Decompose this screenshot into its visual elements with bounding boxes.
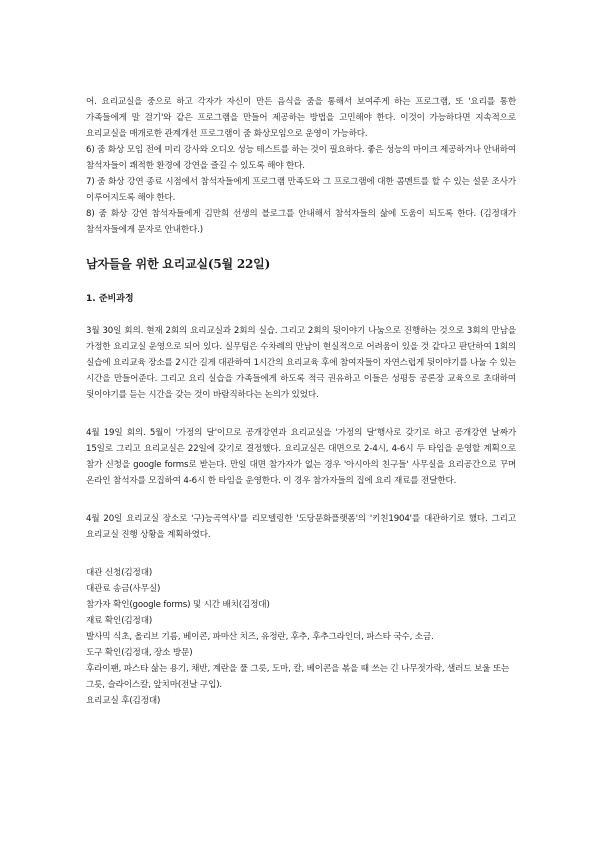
list-item: 대관 신청(김정대) — [86, 568, 153, 578]
section-title: 남자들을 위한 요리교실(5월 22일) — [86, 257, 271, 271]
intro-item-6: 6) 줌 화상 모임 전에 미리 강사와 오디오 성능 테스트를 하는 것이 필요하다. 좋은 성능의 마이크 제공하거나 안내하여 참석자들이 쾌적한 환경에 강연을 즐길 수 있도록 해야 한다. — [86, 145, 516, 171]
meeting-paragraph-0330: 3월 30일 회의. 현재 2회의 요리교실과 2회의 실습. 그리고 2회의 뒷이야기 나눔으로 진행하는 것으로 3회의 만남을 가정한 요리교실 운영으로 되어 있다. 실무팀은 수차례의 만남이 현실적으로 어려움이 있을 것 같다고 판단하여 1회의 실습에 요리교육 장소를 2시간 길게 대관하여 1시간의 요리교육 후에 참여자들이 자연스럽게 뒷이야기를 나눌 수 있는 시간을 만들어준다. 그리고 요리 실습을 가족들에게 하도록 적극 권유하고 이들은 성평등 공론장 교육으로 초대하여 뒷이야기를 듣는 시간을 갖는 것이 바람직하다는 논의가 있었다. — [86, 326, 516, 400]
list-item: 도구 확인(김정대, 장소 방문) — [86, 648, 193, 658]
spacer — [86, 273, 516, 291]
spacer — [86, 543, 516, 565]
section-subtitle: 1. 준비과정 — [86, 294, 134, 304]
list-item: 대관료 송금(사무실) — [86, 584, 161, 594]
preparation-list — [86, 565, 516, 709]
list-item: 요리교실 후(김정대) — [86, 696, 161, 706]
spacer — [86, 238, 516, 255]
spacer — [86, 403, 516, 425]
meeting-paragraph-0419: 4월 19일 회의. 5월이 '가정의 달'이므로 공개강연과 요리교실을 '가정의 달'행사로 갖기로 하고 공개강연 날짜가 15일로 그리고 요리교실은 22일에 갖기로 결정했다. 요리교실은 대면으로 2-4시, 4-6시 두 타임을 운영할 계획으로 참가 신청을 google forms로 받는다. 만일 대면 참가자가 없는 경우 '아시아의 친구들' 사무실을 요리공간으로 꾸며 온라인 참석자를 모집하여 4-6시 한 타임을 운영한다. 이 경우 참가자들의 집에 요리 재료를 전달한다. — [86, 428, 516, 486]
meeting-paragraph-0420: 4월 20일 요리교실 장소로 '구)능곡역사'를 리모델링한 '도당문화플랫폼'의 '키친1904'를 대관하기로 했다. 그리고 요리교실 진행 상황을 계획하였다. — [86, 514, 516, 540]
spacer — [86, 489, 516, 511]
list-item: 재료 확인(김정대) — [86, 616, 153, 626]
intro-item-8: 8) 줌 화상 강연 참석자들에게 김만희 선생의 블로그를 안내해서 참석자들의 삶에 도움이 되도록 한다. (김정대가 참석자들에게 문자로 안내한다.) — [86, 209, 516, 235]
document-body — [86, 94, 516, 709]
list-item: 후라이팬, 파스타 삶는 용기, 채반, 계란을 풀 그릇, 도마, 칼, 베이콘을 볶을 때 쓰는 긴 나무젓가락, 샐러드 보울 또는 그릇, 슬라이스칼, 앞치마(전날 구입). — [86, 664, 510, 690]
spacer — [86, 307, 516, 323]
intro-paragraph-1: 어. 요리교실을 중으로 하고 각자가 자신이 만든 음식을 줌을 통해서 보여주게 하는 프로그램, 또 '요리를 통한 가족들에게 말 걸기'와 같은 프로그램을 만들어 제공하는 방법을 고민해야 한다. 이것이 가능하다면 지속적으로 요리교실을 매개로한 관계개선 프로그램이 줌 화상모임으로 운영이 가능하다. — [86, 97, 516, 139]
list-item: 발사믹 식초, 올리브 기름, 베이콘, 파마산 치즈, 유정란, 후추, 후추그라인더, 파스타 국수, 소금. — [86, 632, 434, 642]
list-item: 참가자 확인(google forms) 및 시간 배치(김정대) — [86, 600, 270, 610]
intro-item-7: 7) 줌 화상 강연 종료 시점에서 참석자들에게 프로그램 만족도와 그 프로그램에 대한 콤멘트를 할 수 있는 설문 조사가 이루어지도록 해야 한다. — [86, 177, 516, 203]
